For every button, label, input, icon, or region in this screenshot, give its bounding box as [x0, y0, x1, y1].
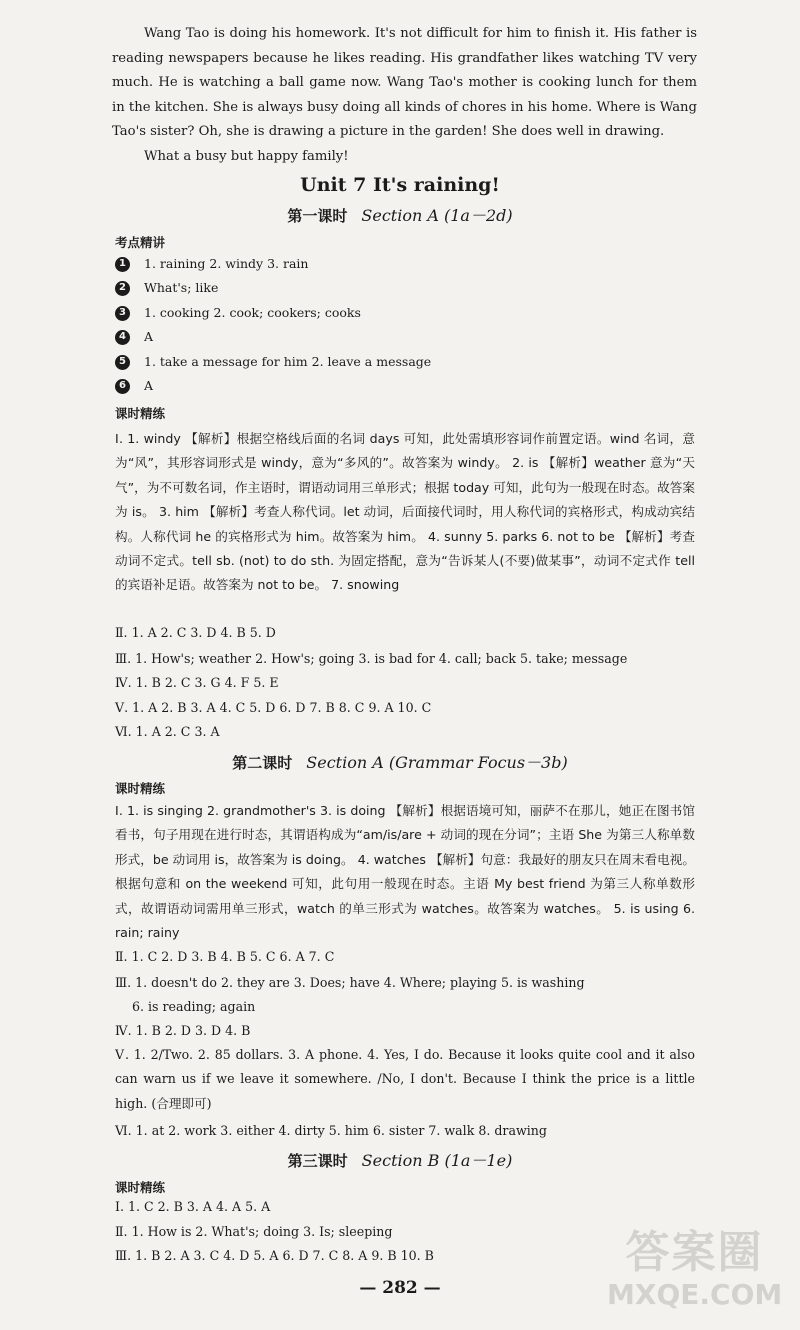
lesson1-q1: Ⅰ. 1. windy 【解析】根据空格线后面的名词 days 可知，此处需填形容词作前置定语。wind 名词，意为“风”，其形容词形式是 windy，意为“多风的”。故答案为 windy。 2. is 【解析】weather 意为“天气”，为不可数名词，作主语时，谓语动词用三单形式；根据 today 可知，此句为一般现在时态。故答案为 is。 3. him 【解析】考查人称代词。let 动词，后面接代词时，用人称代词的宾格形式，构成动宾结构。人称代词 he 的宾格形式为 him。故答案为 him。 4. sunny 5. parks 6. not to be 【解析】考查动词不定式。tell sb. (not) to do sth. 为固定搭配，意为“告诉某人(不要)做某事”，动词不定式作 tell 的宾语补足语。故答案为 not to be。 7. snowing [115, 431, 695, 593]
point-1 [115, 255, 308, 273]
lesson3-q2: Ⅱ. 1. How is 2. What's; doing 3. Is; sleeping [115, 1224, 393, 1239]
lesson1-q2: Ⅱ. 1. A 2. C 3. D 4. B 5. D [115, 625, 276, 640]
lesson3-q3: Ⅲ. 1. B 2. A 3. C 4. D 5. A 6. D 7. C 8. A 9. B 10. B [115, 1248, 434, 1263]
point-number: 3 [115, 306, 130, 321]
lesson1-section: Section A (1a－2d) [361, 206, 513, 225]
story-closing: What a busy but happy family! [144, 149, 349, 164]
lesson1-cn: 第一课时 [287, 207, 348, 225]
lesson2-q4: Ⅳ. 1. B 2. D 3. D 4. B [115, 1023, 251, 1038]
lesson2-q1: Ⅰ. 1. is singing 2. grandmother's 3. is doing 【解析】根据语境可知，丽萨不在那儿，她正在图书馆看书，句子用现在进行时态，其谓语构成为“am/is/are + 动词的现在分词”；主语 She 为第三人称单数形式，be 动词用 is，故答案为 is doing。 4. watches 【解析】句意：我最好的朋友只在周末看电视。根据句意和 on the weekend 可知，此句用一般现在时态。主语 My best friend 为第三人称单数形式，故谓语动词需用单三形式，watch 的单三形式为 watches。故答案为 watches。 5. is using 6. rain; rainy [115, 803, 695, 941]
watermark [607, 1228, 782, 1323]
point-4 [115, 328, 153, 346]
lesson1-q3: Ⅲ. 1. How's; weather 2. How's; going 3. is bad for 4. call; back 5. take; message [115, 651, 628, 666]
point-text: 1. raining 2. windy 3. rain [144, 256, 309, 271]
point-number: 2 [115, 281, 130, 296]
practice-label-3: 课时精练 [115, 1180, 166, 1195]
lesson2-cn: 第二课时 [232, 754, 293, 772]
story-paragraph: Wang Tao is doing his homework. It's not difficult for him to finish it. His father is reading newspapers because he likes reading. His grandfather likes watching TV very much. He is watching a ball game now. Wang Tao's mother is cooking lunch for them in the kitchen. She is always busy doing all kinds of chores in his home. Where is Wang Tao's sister? Oh, she is drawing a picture in the garden! She does well in drawing. [112, 26, 697, 140]
point-number: 1 [115, 257, 130, 272]
lesson3-q1: Ⅰ. 1. C 2. B 3. A 4. A 5. A [115, 1199, 271, 1214]
point-2 [115, 279, 218, 297]
lesson3-section: Section B (1a－1e) [361, 1151, 513, 1170]
point-text: 1. cooking 2. cook; cookers; cooks [144, 305, 361, 320]
page-number: — 282 — [359, 1278, 441, 1298]
point-text: What's; like [144, 280, 219, 295]
lesson3-heading [0, 1148, 800, 1171]
watermark-logo: 答案圈 [625, 1227, 764, 1278]
point-number: 4 [115, 330, 130, 345]
point-text: A [144, 329, 154, 344]
lesson1-q4: Ⅳ. 1. B 2. C 3. G 4. F 5. E [115, 675, 279, 690]
point-3 [115, 304, 361, 322]
point-number: 6 [115, 379, 130, 394]
point-number: 5 [115, 355, 130, 370]
lesson1-heading [0, 203, 800, 226]
lesson2-q6: Ⅵ. 1. at 2. work 3. either 4. dirty 5. him 6. sister 7. walk 8. drawing [115, 1123, 547, 1138]
lesson2-heading [0, 750, 800, 773]
point-6 [115, 377, 153, 395]
point-5 [115, 353, 431, 371]
lesson2-section: Section A (Grammar Focus－3b) [306, 753, 568, 772]
lesson1-q6: Ⅵ. 1. A 2. C 3. A [115, 724, 220, 739]
practice-label-1: 课时精练 [115, 406, 166, 421]
lesson2-q5: Ⅴ. 1. 2/Two. 2. 85 dollars. 3. A phone. 4. Yes, I do. Because it looks quite cool and it also can warn us if we leave it somewhere. /No, I don't. Because I think the price is a little high. (合理即可) [115, 1047, 695, 1111]
point-text: 1. take a message for him 2. leave a message [144, 354, 432, 369]
lesson2-q3b: 6. is reading; again [132, 999, 256, 1014]
watermark-url: MXQE.COM [607, 1278, 783, 1311]
lesson1-q5: Ⅴ. 1. A 2. B 3. A 4. C 5. D 6. D 7. B 8. C 9. A 10. C [115, 700, 432, 715]
lesson2-q3a: Ⅲ. 1. doesn't do 2. they are 3. Does; have 4. Where; playing 5. is washing [115, 975, 585, 990]
practice-label-2: 课时精练 [115, 781, 166, 796]
unit-title: Unit 7 It's raining! [300, 174, 500, 196]
lesson2-q2: Ⅱ. 1. C 2. D 3. B 4. B 5. C 6. A 7. C [115, 949, 335, 964]
kaodian-label: 考点精讲 [115, 235, 166, 250]
lesson3-cn: 第三课时 [287, 1152, 348, 1170]
point-text: A [144, 378, 154, 393]
